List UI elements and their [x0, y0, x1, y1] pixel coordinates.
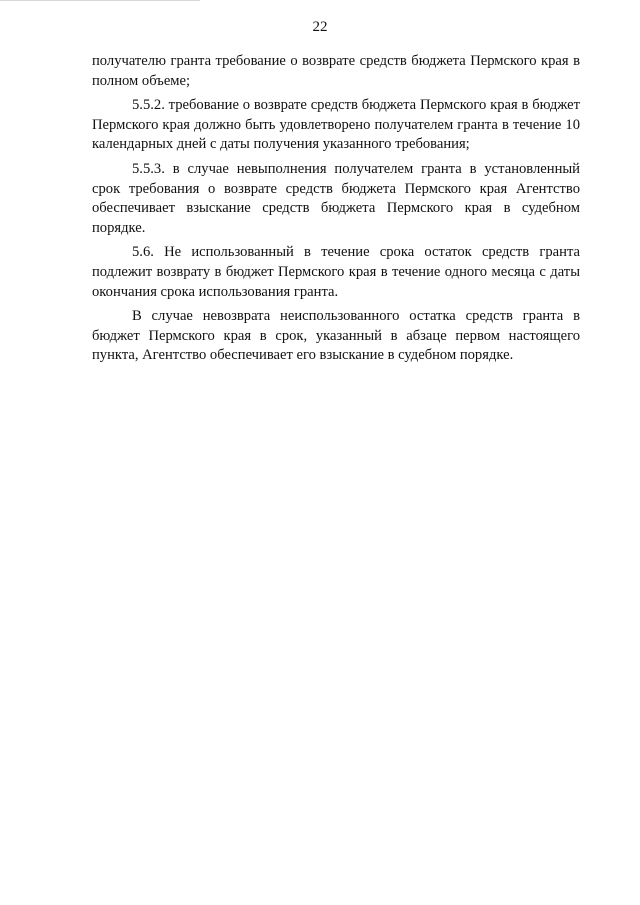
paragraph-non-return: В случае невозврата неиспользованного остатка средств гранта в бюджет Пермского края в срок, указанный в абзаце первом настоящего пункта, Агентство обеспечивает его взыскание в судебном порядке. [92, 308, 580, 364]
paragraph-5-6: 5.6. Не использованный в течение срока остаток средств гранта подлежит возврату в бюджет Пермского края в течение одного месяца с даты окончания срока использования гранта. [92, 244, 580, 300]
document-body [92, 52, 580, 371]
scan-edge-line [0, 0, 200, 1]
paragraph-5-5-2: 5.5.2. требование о возврате средств бюджета Пермского края в бюджет Пермского края должно быть удовлетворено получателем гранта в течение 10 календарных дней с даты получения указанного требования; [92, 97, 580, 153]
page-number: 22 [312, 19, 328, 35]
paragraph-5-5-3: 5.5.3. в случае невыполнения получателем гранта в установленный срок требования о возврате средств бюджета Пермского края Агентство обеспечивает взыскание средств бюджета Пермского края в судебном порядке. [92, 160, 580, 236]
paragraph-continuation: получателю гранта требование о возврате средств бюджета Пермского края в полном объеме; [92, 53, 580, 89]
